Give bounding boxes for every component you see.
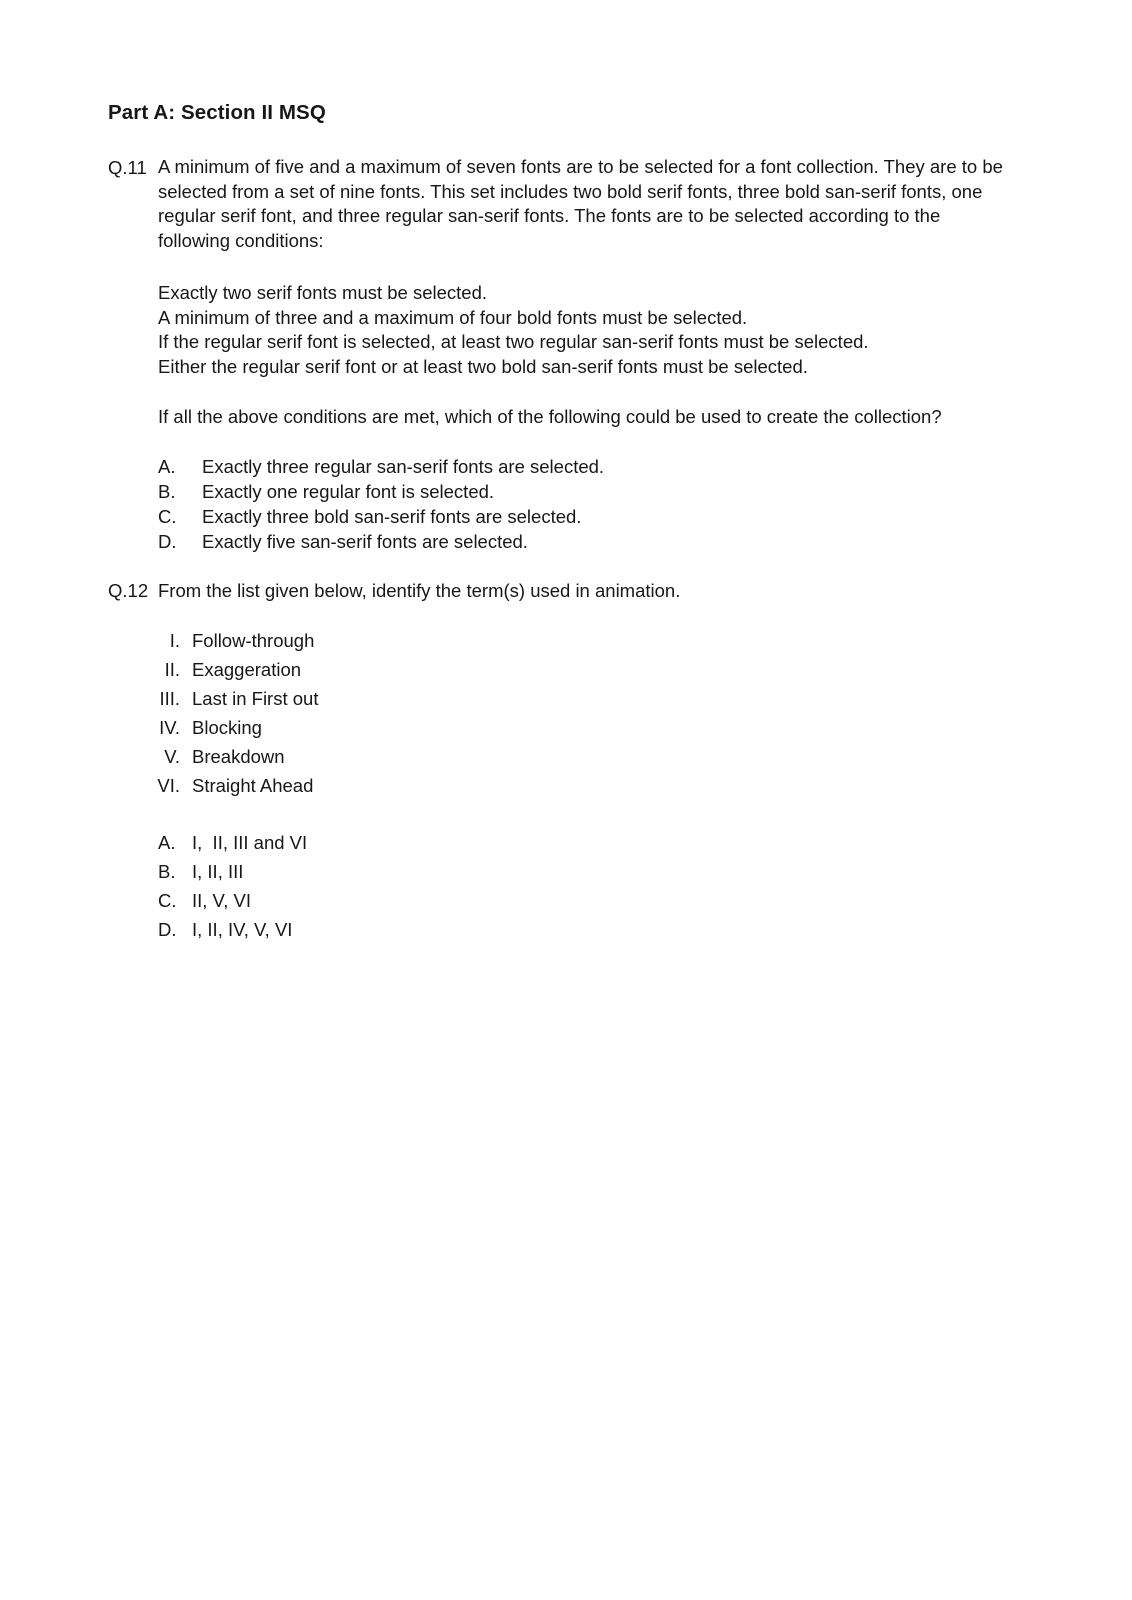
- list-item-numeral: V.: [164, 746, 180, 767]
- list-item-numeral: I.: [169, 630, 180, 651]
- question-prompt-q11: If all the above conditions are met, which of the following could be used to create the collection?: [158, 406, 942, 427]
- option-label: I, II, IV, V, VI: [192, 919, 293, 940]
- question-stem-q12: From the list given below, identify the term(s) used in animation.: [158, 580, 681, 601]
- option-q11-d[interactable]: [0, 529, 1132, 554]
- option-label: I, II, III: [192, 861, 244, 882]
- list-item-numeral: VI.: [157, 775, 180, 796]
- condition-line: Either the regular serif font or at least two bold san-serif fonts must be selected.: [158, 356, 808, 378]
- list-item-label: Breakdown: [192, 746, 285, 767]
- option-key: A.: [158, 832, 176, 853]
- page-title: Part A: Section II MSQ: [108, 101, 326, 124]
- option-key: B.: [158, 481, 176, 502]
- option-q11-c[interactable]: [0, 504, 1132, 529]
- option-label: Exactly one regular font is selected.: [202, 481, 495, 502]
- list-item-label: Straight Ahead: [192, 775, 314, 796]
- option-q12-a[interactable]: [0, 830, 1132, 859]
- term-list-q12: [0, 626, 1132, 800]
- list-item: [0, 771, 1132, 800]
- options-list-q12: [0, 830, 1132, 946]
- question-number-q11: Q.11: [108, 157, 147, 178]
- option-label: Exactly three regular san-serif fonts are selected.: [202, 456, 605, 477]
- option-q11-b[interactable]: [0, 479, 1132, 504]
- option-q12-b[interactable]: [0, 859, 1132, 888]
- list-item-numeral: III.: [159, 688, 180, 709]
- condition-line: A minimum of three and a maximum of four bold fonts must be selected.: [158, 306, 748, 328]
- option-q12-c[interactable]: [0, 888, 1132, 917]
- option-label: Exactly five san-serif fonts are selected.: [202, 531, 528, 552]
- option-key: C.: [158, 506, 177, 527]
- list-item-numeral: IV.: [159, 717, 180, 738]
- option-label: I, II, III and VI: [192, 832, 308, 853]
- list-item: [0, 626, 1132, 655]
- list-item: [0, 713, 1132, 742]
- option-label: II, V, VI: [192, 890, 251, 911]
- options-list-q11: [0, 454, 1132, 554]
- question-stem-row-q11: [0, 155, 1132, 255]
- option-label: Exactly three bold san-serif fonts are selected.: [202, 506, 582, 527]
- list-item-label: Last in First out: [192, 688, 319, 709]
- option-q12-d[interactable]: [0, 917, 1132, 946]
- list-item-label: Blocking: [192, 717, 262, 738]
- condition-line: Exactly two serif fonts must be selected.: [158, 282, 488, 303]
- list-item-label: Follow-through: [192, 630, 315, 651]
- option-key: D.: [158, 531, 177, 552]
- question-stem-row-q12: [0, 578, 1132, 604]
- list-item: [0, 684, 1132, 713]
- conditions-list-q11: [158, 281, 1003, 380]
- condition-line: If the regular serif font is selected, at least two regular san-serif fonts must be selected.: [158, 331, 869, 353]
- option-key: C.: [158, 890, 177, 911]
- list-item: [0, 742, 1132, 771]
- list-item-label: Exaggeration: [192, 659, 302, 680]
- option-key: D.: [158, 919, 177, 940]
- option-q11-a[interactable]: [0, 454, 1132, 479]
- question-number-q12: Q.12: [108, 580, 149, 601]
- option-key: A.: [158, 456, 176, 477]
- list-item: [0, 655, 1132, 684]
- question-stem-q11: A minimum of five and a maximum of seven fonts are to be selected for a font collection. They are to be selected from a set of nine fonts. This set includes two bold serif fonts, three bold san-serif fonts, one regular serif font, and three regular san-serif fonts. The fonts are to be selected according to the following conditions:: [158, 156, 1003, 252]
- option-key: B.: [158, 861, 176, 882]
- list-item-numeral: II.: [164, 659, 180, 680]
